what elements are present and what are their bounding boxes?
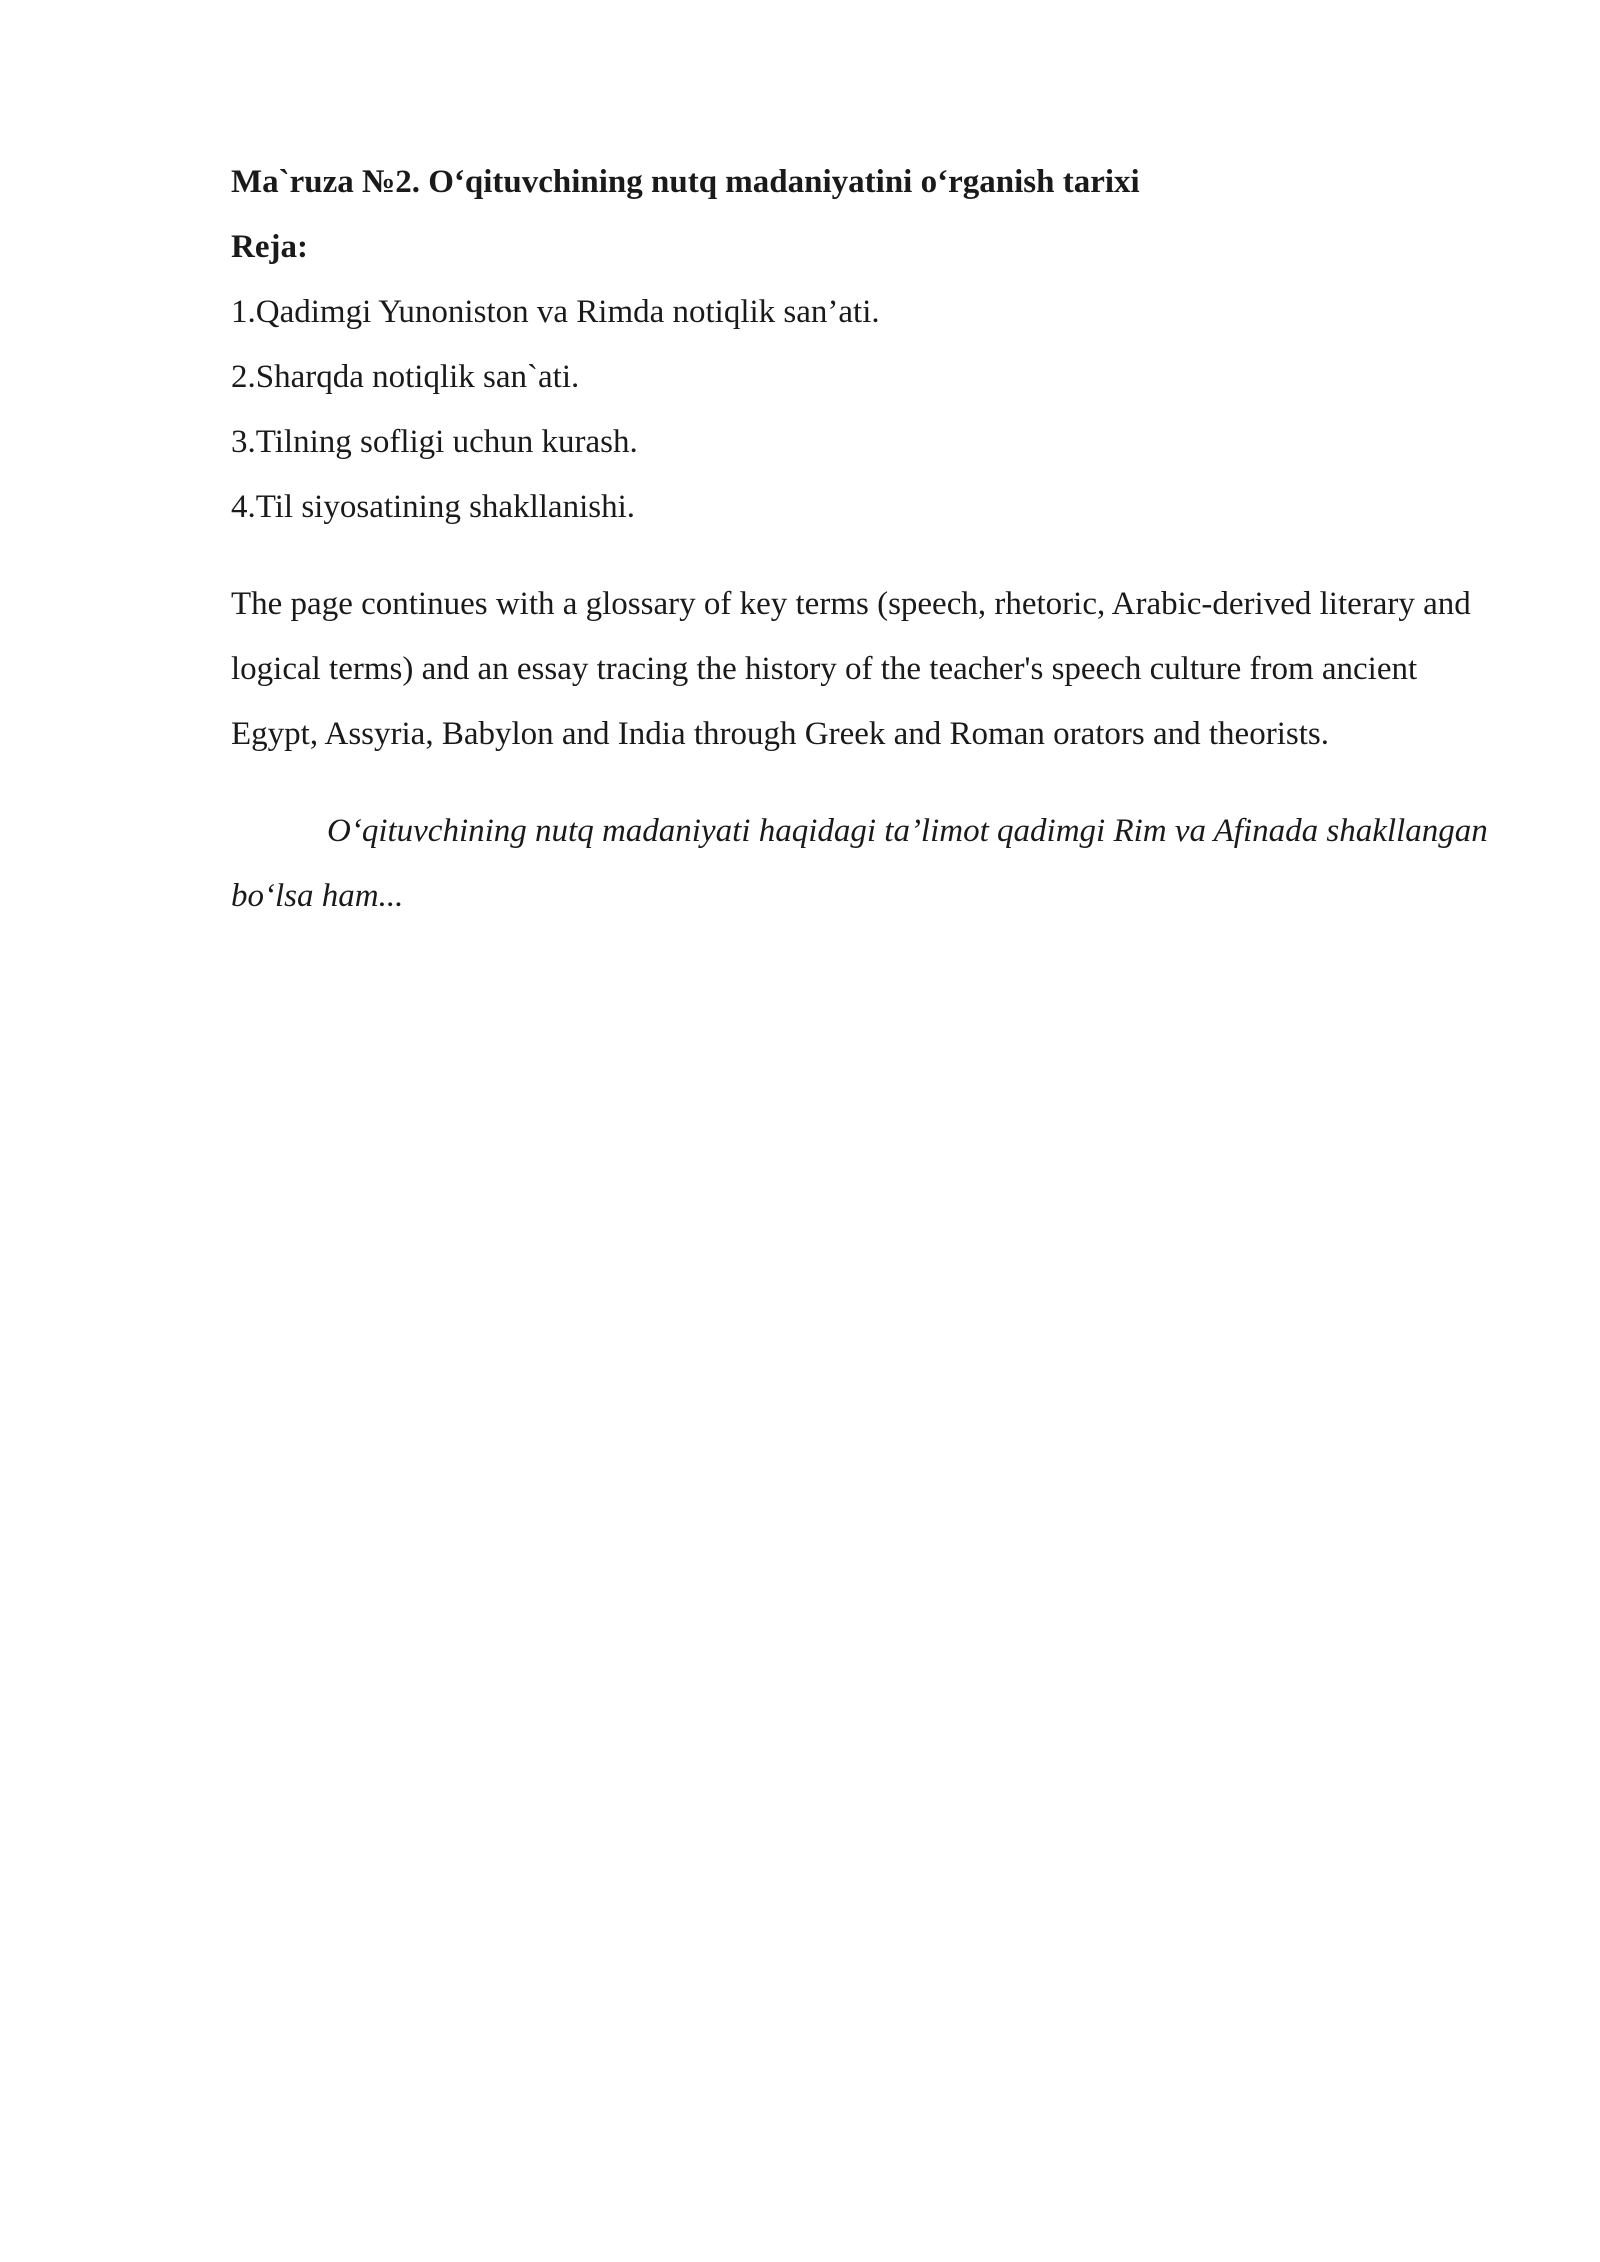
plan-title: Reja: — [231, 229, 308, 265]
plan-item: 1.Qadimgi Yunoniston va Rimda notiqlik san’ati. — [231, 294, 880, 330]
plan-list — [231, 280, 1499, 540]
body-excerpt: O‘qituvchining nutq madaniyati haqidagi ta’limot qadimgi Rim va Afinada shakllangan bo‘lsa ham... — [231, 813, 1488, 914]
lecture-title: Ma`ruza №2. O‘qituvchining nutq madaniyatini o‘rganish tarixi — [231, 164, 1140, 200]
content-summary: The page continues with a glossary of key terms (speech, rhetoric, Arabic-derived literary and logical terms) and an essay tracing the history of the teacher's speech culture from ancient Egypt, Assyria, Babylon and India through Greek and Roman orators and theorists. — [231, 586, 1471, 752]
plan-item: 4.Til siyosatining shakllanishi. — [231, 489, 635, 525]
plan-item: 3.Tilning sofligi uchun kurash. — [231, 424, 638, 460]
plan-item: 2.Sharqda notiqlik san`ati. — [231, 359, 580, 395]
document-page — [231, 150, 1499, 929]
